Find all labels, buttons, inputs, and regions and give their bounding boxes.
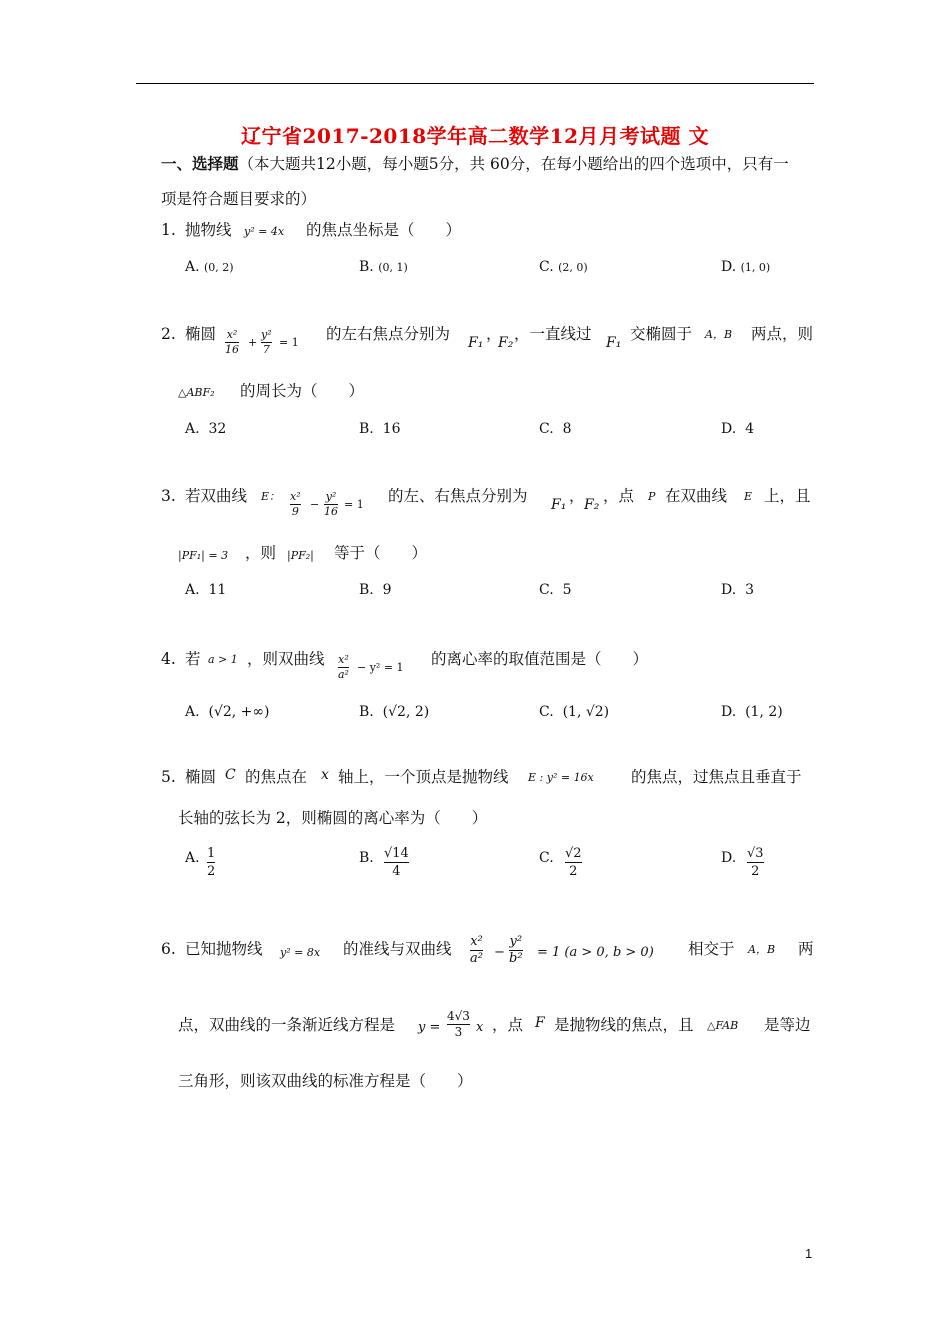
- numerator: y²: [261, 328, 272, 341]
- q1-tail: 的焦点坐标是（ ）: [306, 221, 462, 239]
- numerator: √2: [565, 846, 582, 861]
- q6-fraction-x: [470, 935, 483, 966]
- option-value: 16: [382, 421, 401, 437]
- q1-option-a: [185, 258, 234, 276]
- q4-mid: ，则双曲线: [247, 650, 325, 668]
- q2-mid3: 交椭圆于: [630, 325, 693, 343]
- q2-comma: ，: [486, 325, 502, 343]
- option-label: D.: [721, 582, 737, 598]
- q6-condition: = 1 (a > 0, b > 0): [537, 945, 654, 960]
- option-label: D.: [721, 259, 737, 275]
- q6-mid: 的准线与双曲线: [343, 940, 452, 958]
- q3-ask: |PF₂|: [287, 549, 314, 562]
- q2-triangle: △ABF₂: [178, 386, 215, 399]
- numerator: x²: [226, 328, 238, 341]
- q5-option-c-label: C.: [539, 850, 554, 866]
- q4-option-c: [539, 703, 609, 721]
- q5-mid2: 轴上，一个顶点是抛物线: [338, 768, 509, 786]
- option-label: A.: [185, 259, 200, 275]
- q3-lead: 若双曲线: [185, 487, 248, 505]
- q2-f1b: F₁: [606, 335, 622, 351]
- q2-number: 2.: [161, 325, 176, 343]
- q3-tail: 上，且: [764, 487, 811, 505]
- page-number: 1: [805, 1246, 813, 1261]
- q3-comma: ，: [569, 487, 585, 505]
- denominator: 9: [291, 505, 299, 518]
- option-label: B.: [359, 704, 374, 720]
- q4-lead: 若: [185, 650, 201, 668]
- option-label: C.: [539, 704, 554, 720]
- section-intro-line2: 项是符合题目要求的）: [161, 190, 317, 208]
- q6-tail: 两: [798, 940, 814, 958]
- q5-option-c-value: [565, 846, 582, 879]
- q6-lead: 已知抛物线: [185, 940, 263, 958]
- q3-condition: |PF₁| = 3: [178, 549, 229, 562]
- denominator: 16: [324, 505, 338, 518]
- q6-points: A，B: [748, 943, 776, 956]
- q5-lead: 椭圆: [185, 768, 217, 786]
- q4-fraction: [338, 654, 349, 681]
- option-label: D.: [721, 421, 737, 437]
- option-value: (1, 2): [745, 704, 783, 720]
- option-value: (2, 0): [558, 261, 588, 274]
- q5-number: 5.: [161, 768, 176, 786]
- q2-f1: F₁: [468, 335, 484, 351]
- q5-option-a-label: A.: [185, 850, 200, 866]
- option-value: 8: [562, 421, 572, 437]
- q5-option-b-value: [384, 846, 409, 879]
- option-label: D.: [721, 704, 737, 720]
- q5-line2: 长轴的弦长为 2，则椭圆的离心率为（ ）: [178, 809, 488, 827]
- q3-f2: F₂: [584, 497, 600, 513]
- q5-option-b-label: B.: [359, 850, 374, 866]
- q2-mid: 的左右焦点分别为: [326, 325, 451, 343]
- q3-number: 3.: [161, 487, 176, 505]
- q4-tail: 的离心率的取值范围是（ ）: [431, 650, 649, 668]
- q3-fraction-y: [324, 491, 338, 518]
- q6-line2d: 是等边: [764, 1016, 811, 1034]
- option-value: 5: [562, 582, 572, 598]
- numerator: 1: [207, 846, 216, 861]
- q6-asymptote-fraction: [447, 1010, 470, 1039]
- q3-option-d: [721, 581, 754, 599]
- q4-condition: a > 1: [208, 653, 238, 666]
- option-label: C.: [539, 259, 554, 275]
- q1-number: 1.: [161, 221, 176, 239]
- q5-option-d-label: D.: [721, 850, 737, 866]
- q3-mid: 的左、右焦点分别为: [388, 487, 528, 505]
- q2-tail2: 的周长为（ ）: [240, 382, 365, 400]
- option-label: C.: [539, 582, 554, 598]
- q3-fraction-x: [290, 491, 301, 518]
- q2-fraction-y: [261, 329, 272, 356]
- denominator: b²: [509, 951, 523, 966]
- header-rule: [136, 83, 814, 84]
- q4-option-b: [359, 703, 429, 721]
- q2-mid2: ，一直线过: [514, 325, 592, 343]
- denominator: 4: [392, 864, 401, 879]
- denominator: 2: [207, 864, 216, 879]
- numerator: y²: [325, 490, 337, 503]
- q2-option-c: [539, 420, 572, 438]
- section-intro: [161, 154, 789, 174]
- q3-option-b: [359, 581, 392, 599]
- q1-lead: 抛物线: [185, 221, 232, 239]
- q6-asymptote-lhs: y =: [418, 1020, 441, 1035]
- q3-e: E：: [261, 490, 281, 503]
- denominator: 16: [225, 343, 239, 356]
- q5-tail: 的焦点，过焦点且垂直于: [631, 768, 802, 786]
- option-label: B.: [359, 259, 374, 275]
- q3-mid3: 在双曲线: [665, 487, 728, 505]
- q3-minus: −: [310, 498, 320, 511]
- q2-points: A，B: [705, 328, 733, 341]
- q6-f: F: [535, 1015, 545, 1031]
- q5-option-d-value: [747, 846, 764, 879]
- numerator: x²: [338, 653, 349, 666]
- q5-c: C: [225, 767, 236, 783]
- q6-asymptote-x: x: [476, 1020, 484, 1035]
- denominator: a²: [470, 951, 483, 966]
- q4-option-a: [185, 703, 270, 721]
- option-label: A.: [185, 421, 200, 437]
- q6-minus: −: [494, 945, 505, 960]
- q6-line2a: 点，双曲线的一条渐近线方程是: [178, 1016, 396, 1034]
- q3-option-c: [539, 581, 572, 599]
- denominator: 7: [262, 343, 270, 356]
- q5-formula: E : y² = 16x: [528, 771, 594, 784]
- q6-triangle: △FAB: [707, 1019, 739, 1032]
- q3-e2: E: [744, 490, 753, 503]
- q4-rest: − y² = 1: [357, 661, 404, 674]
- q3-tail2: 等于（ ）: [334, 544, 428, 562]
- numerator: x²: [290, 490, 301, 503]
- q4-option-d: [721, 703, 783, 721]
- q3-mid2: ，点: [603, 487, 635, 505]
- q4-number: 4.: [161, 650, 176, 668]
- numerator: √3: [747, 846, 764, 861]
- q6-line2b: ，点: [492, 1016, 524, 1034]
- option-label: A.: [185, 582, 200, 598]
- numerator: y²: [509, 934, 523, 949]
- denominator: a²: [338, 668, 349, 681]
- q6-fraction-y: [509, 935, 523, 966]
- option-label: B.: [359, 582, 374, 598]
- q3-f1: F₁: [551, 497, 567, 513]
- section-intro-line1: （本大题共12小题，每小题5分，共 60分，在每小题给出的四个选项中，只有一: [238, 155, 789, 173]
- q2-tail: 两点，则: [751, 325, 814, 343]
- denominator: 2: [569, 864, 578, 879]
- option-value: (1, √2): [562, 704, 610, 720]
- q1-formula: y² = 4x: [244, 225, 285, 238]
- q2-option-a: [185, 420, 226, 438]
- option-label: B.: [359, 421, 374, 437]
- option-value: (0, 1): [378, 261, 408, 274]
- denominator: 2: [751, 864, 760, 879]
- q2-option-b: [359, 420, 400, 438]
- option-value: (1, 0): [740, 261, 771, 274]
- numerator: 4√3: [447, 1009, 470, 1023]
- q2-f2: F₂: [498, 335, 514, 351]
- denominator: 3: [454, 1025, 463, 1039]
- q2-lead: 椭圆: [185, 325, 217, 343]
- option-value: 9: [382, 582, 392, 598]
- q1-option-c: [539, 258, 588, 276]
- q5-x: x: [321, 767, 329, 783]
- numerator: √14: [384, 846, 409, 861]
- q3-equals: = 1: [344, 498, 364, 511]
- q1-option-b: [359, 258, 408, 276]
- page-title: 辽宁省2017-2018学年高二数学12月月考试题 文: [241, 124, 709, 148]
- q6-line2c: 是抛物线的焦点，且: [554, 1016, 694, 1034]
- q3-option-a: [185, 581, 226, 599]
- q3-mid4: ，则: [245, 544, 277, 562]
- option-value: (√2, +∞): [208, 704, 270, 720]
- option-value: (0, 2): [204, 261, 234, 274]
- q2-equals: = 1: [279, 336, 299, 349]
- q1-option-d: [721, 258, 770, 276]
- option-value: 3: [745, 582, 755, 598]
- q6-number: 6.: [161, 940, 176, 958]
- q3-p: P: [648, 490, 656, 503]
- option-label: C.: [539, 421, 554, 437]
- q5-option-a-value: [207, 846, 215, 879]
- q5-mid: 的焦点在: [245, 768, 308, 786]
- option-value: 4: [745, 421, 755, 437]
- q2-option-d: [721, 420, 754, 438]
- option-value: 11: [208, 582, 227, 598]
- q2-plus: +: [248, 336, 258, 349]
- section-heading: 一、选择题: [161, 154, 239, 173]
- q6-mid2: 相交于: [688, 940, 735, 958]
- q6-formula: y² = 8x: [280, 946, 321, 959]
- q2-fraction-x: [225, 329, 239, 356]
- option-value: 32: [208, 421, 227, 437]
- q6-line3: 三角形，则该双曲线的标准方程是（ ）: [178, 1072, 473, 1090]
- option-value: (√2, 2): [382, 704, 430, 720]
- numerator: x²: [470, 934, 483, 949]
- option-label: A.: [185, 704, 200, 720]
